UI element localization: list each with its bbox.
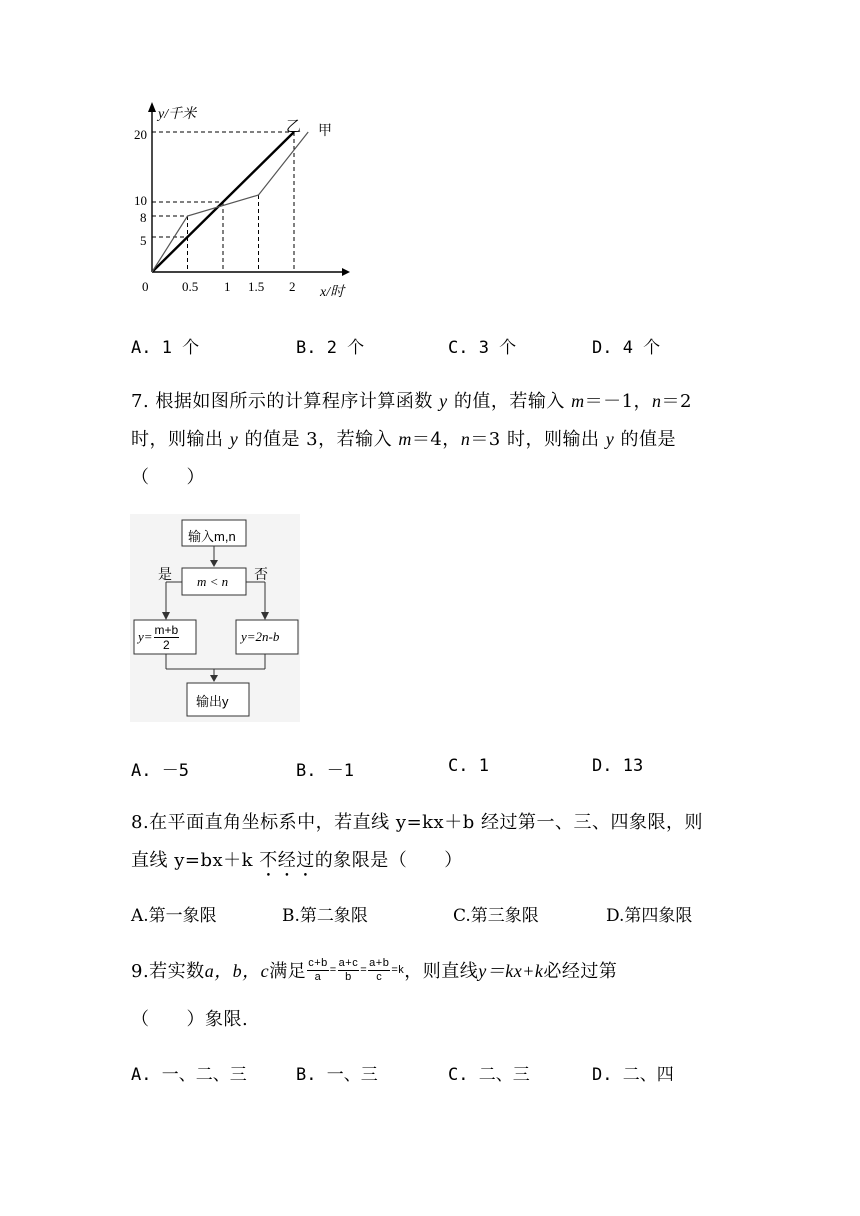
flow-condition-text: m < n (197, 574, 229, 589)
q9-frac-1: $\frac{c+b}{a}$ (308, 956, 328, 983)
q9-option-a[interactable]: A. 一、二、三 (131, 1065, 247, 1085)
q8-option-a[interactable]: A.第一象限 (131, 906, 217, 926)
y-tick-20: 20 (134, 127, 147, 142)
q9-frac-3: $\frac{a+b}{c}$ (369, 956, 390, 983)
q9-line-2: （ ）象限. (131, 1009, 249, 1030)
q7-line-1: 7. 根据如图所示的计算程序计算函数 y 的值，若输入 m＝－1，n＝2 (131, 391, 692, 412)
flow-output-text: 输出y (196, 694, 229, 709)
q9-option-d[interactable]: D. 二、四 (592, 1065, 674, 1085)
y-tick-5: 5 (140, 233, 147, 248)
q7-line-2: 时，则输出 y 的值是 3，若输入 m＝4，n＝3 时，则输出 y 的值是 (131, 429, 676, 450)
q6-option-c[interactable]: C. 3 个 (448, 338, 517, 358)
q8-option-b[interactable]: B.第二象限 (282, 906, 368, 926)
flow-left-formula: y= $\frac{m+b}{2}$ (138, 622, 179, 652)
x-axis-arrow (342, 268, 350, 276)
q7-option-c[interactable]: C. 1 (448, 756, 489, 776)
q8-option-d[interactable]: D.第四象限 (606, 906, 693, 926)
origin-label: 0 (142, 279, 149, 294)
y-axis-label: y/千米 (158, 107, 197, 122)
x-tick-0.5: 0.5 (182, 279, 199, 294)
x-tick-1.5: 1.5 (248, 279, 265, 294)
q9-line-1: 9.若实数 a，b，c 满足 $\frac{c+b}{a}$ = $\frac{a+c}{b}$ = $\frac{a+b}{c}$ =k ，则直线 y＝kx+k 必经过第 (131, 956, 618, 983)
q9-option-b[interactable]: B. 一、三 (296, 1065, 378, 1085)
y-tick-10: 10 (134, 193, 147, 208)
x-tick-1: 1 (224, 279, 231, 294)
x-axis-label: x/时 (320, 285, 345, 300)
q7-option-a[interactable]: A. －5 (131, 761, 189, 781)
y-tick-8: 8 (140, 210, 147, 225)
line-label-jia: 甲 (318, 124, 332, 139)
flow-no-label: 否 (254, 566, 268, 582)
q9-option-c[interactable]: C. 二、三 (448, 1065, 530, 1085)
flow-right-formula: y=2n-b (241, 629, 280, 644)
distance-time-graph (128, 98, 358, 308)
q7-option-d[interactable]: D. 13 (592, 756, 644, 776)
flow-input-text: 输入m,n (188, 529, 236, 544)
q7-option-b[interactable]: B. －1 (296, 761, 354, 781)
q6-option-a[interactable]: A. 1 个 (131, 338, 200, 358)
graph-svg (128, 98, 358, 308)
line-label-yi: 乙 (286, 119, 302, 135)
flowchart (130, 514, 300, 722)
q8-line-2: 直线 y=bx＋k 不经过的象限是（ ） (131, 850, 463, 871)
y-axis-arrow (148, 102, 156, 112)
q8-option-c[interactable]: C.第三象限 (453, 906, 539, 926)
q6-option-b[interactable]: B. 2 个 (296, 338, 365, 358)
q8-emphasis: 不经过 (259, 850, 315, 871)
q8-line-1: 8.在平面直角坐标系中，若直线 y=kx＋b 经过第一、三、四象限，则 (131, 812, 703, 833)
x-tick-2: 2 (289, 279, 296, 294)
flow-yes-label: 是 (158, 566, 172, 582)
q6-option-d[interactable]: D. 4 个 (592, 338, 661, 358)
q9-frac-2: $\frac{a+c}{b}$ (338, 956, 359, 983)
q7-line-3: （ ） (131, 467, 205, 488)
